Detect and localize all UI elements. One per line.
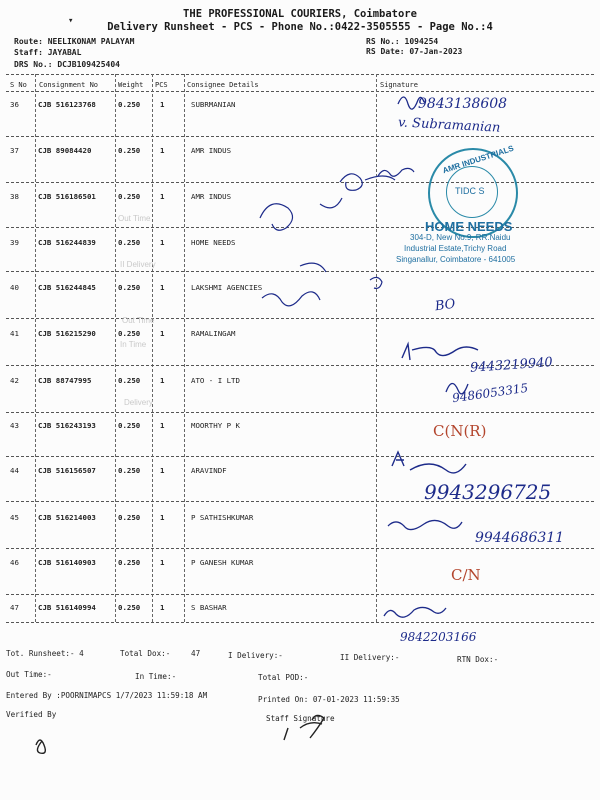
col-weight: Weight xyxy=(118,81,144,89)
handwritten-phone: 9843138608 xyxy=(418,96,508,112)
row-consignment: CJB 516214003 xyxy=(38,513,96,522)
row-sno: 38 xyxy=(10,192,19,201)
row-consignee: S BASHAR xyxy=(191,603,227,612)
col-sno: S No xyxy=(10,81,27,89)
row-sno: 41 xyxy=(10,329,19,338)
col-consignment: Consignment No xyxy=(39,81,99,89)
ii-delivery: II Delivery:- xyxy=(340,653,400,662)
row-weight: 0.250 xyxy=(118,603,141,612)
row-weight: 0.250 xyxy=(118,192,141,201)
row-consignment: CJB 516140994 xyxy=(38,603,96,612)
row-weight: 0.250 xyxy=(118,421,141,430)
stamp-address-line: Singanallur, Coimbatore - 641005 xyxy=(396,255,516,264)
ghost-stamp-text: Out Time xyxy=(122,316,155,325)
col-consignee: Consignee Details xyxy=(187,81,259,89)
handwritten-phone: 9443219940 xyxy=(469,355,554,376)
row-pcs: 1 xyxy=(160,192,165,201)
handwritten-phone: 9486053315 xyxy=(451,380,529,406)
col-pcs: PCS xyxy=(155,81,168,89)
total-dox-label: Total Dox:- xyxy=(120,649,171,658)
row-sno: 45 xyxy=(10,513,19,522)
total-pod: Total POD:- xyxy=(258,673,309,682)
runsheet-subtitle: Delivery Runsheet - PCS - Phone No.:0422-3505555 - Page No.:4 xyxy=(107,21,493,33)
row-consignee: AMR INDUS xyxy=(191,192,232,201)
staff-signature-label: Staff Signature xyxy=(266,714,335,723)
row-consignment: CJB 516243193 xyxy=(38,421,96,430)
row-weight: 0.250 xyxy=(118,558,141,567)
row-sno: 42 xyxy=(10,376,19,385)
row-consignee: LAKSHMI AGENCIES xyxy=(191,283,263,292)
row-pcs: 1 xyxy=(160,376,165,385)
row-consignee: AMR INDUS xyxy=(191,146,232,155)
row-consignment: CJB 516186501 xyxy=(38,192,96,201)
total-runsheet: Tot. Runsheet:- 4 xyxy=(6,649,84,658)
total-dox-value: 47 xyxy=(191,649,201,658)
stamp-address-line: 304-D, New No.9, RR.Naidu xyxy=(410,233,511,242)
row-weight: 0.250 xyxy=(118,146,141,155)
route-label: Route: NEELIKONAM PALAYAM xyxy=(14,37,135,46)
rs-number: RS No.: 1094254 xyxy=(366,37,439,46)
stamp-company-name: HOME NEEDS xyxy=(425,219,513,234)
stamp-address-line: Industrial Estate,Trichy Road xyxy=(404,244,507,253)
row-consignee: SUBRMANIAN xyxy=(191,100,236,109)
handwritten-phone: 9842203166 xyxy=(400,630,477,644)
row-pcs: 1 xyxy=(160,146,165,155)
handwritten-name: v. Subramanian xyxy=(397,115,501,136)
row-sno: 39 xyxy=(10,238,19,247)
row-consignment: CJB 516123768 xyxy=(38,100,96,109)
out-time: Out Time:- xyxy=(6,670,52,679)
row-consignment: CJB 516156507 xyxy=(38,466,96,475)
printed-on: Printed On: 07-01-2023 11:59:35 xyxy=(258,695,400,704)
row-consignment: CJB 516215290 xyxy=(38,329,96,338)
row-weight: 0.250 xyxy=(118,283,141,292)
row-pcs: 1 xyxy=(160,603,165,612)
row-consignment: CJB 516244839 xyxy=(38,238,96,247)
stamp-ring-text: AMR INDUSTRIALS xyxy=(441,143,515,176)
row-pcs: 1 xyxy=(160,100,165,109)
row-consignment: CJB 88747995 xyxy=(38,376,92,385)
row-consignee: P SATHISHKUMAR xyxy=(191,513,254,522)
row-pcs: 1 xyxy=(160,466,165,475)
row-sno: 36 xyxy=(10,100,19,109)
row-weight: 0.250 xyxy=(118,329,141,338)
in-time: In Time:- xyxy=(135,672,177,681)
row-weight: 0.250 xyxy=(118,238,141,247)
row-pcs: 1 xyxy=(160,558,165,567)
row-sno: 46 xyxy=(10,558,19,567)
row-weight: 0.250 xyxy=(118,466,141,475)
row-sno: 44 xyxy=(10,466,19,475)
row-consignee: ATO - I LTD xyxy=(191,376,240,385)
row-consignment: CJB 516244845 xyxy=(38,283,96,292)
row-weight: 0.250 xyxy=(118,100,141,109)
row-sno: 43 xyxy=(10,421,19,430)
rs-date: RS Date: 07-Jan-2023 xyxy=(366,47,463,56)
row-sno: 47 xyxy=(10,603,19,612)
stamp-center-text: TIDC S xyxy=(455,186,485,196)
corner-mark: ▾ xyxy=(68,16,74,26)
row-consignee: HOME NEEDS xyxy=(191,238,236,247)
row-sno: 37 xyxy=(10,146,19,155)
staff-label: Staff: JAYABAL xyxy=(14,48,82,57)
row-pcs: 1 xyxy=(160,329,165,338)
row-pcs: 1 xyxy=(160,421,165,430)
row-consignment: CJB 89084420 xyxy=(38,146,92,155)
entered-by: Entered By :POORNIMAPCS 1/7/2023 11:59:18 AM xyxy=(6,691,208,700)
row-consignment: CJB 516140903 xyxy=(38,558,96,567)
handwritten-mark: BO xyxy=(434,296,457,315)
handwritten-note: C(N(R) xyxy=(433,422,487,440)
rtn-dox: RTN Dox:- xyxy=(457,655,499,664)
i-delivery: I Delivery:- xyxy=(228,651,283,660)
row-pcs: 1 xyxy=(160,513,165,522)
handwritten-phone: 9944686311 xyxy=(475,530,565,546)
row-weight: 0.250 xyxy=(118,376,141,385)
ghost-stamp-text: II Delivery xyxy=(120,260,156,269)
handwritten-note: C/N xyxy=(451,566,481,584)
col-signature: Signature xyxy=(380,81,418,89)
company-title: THE PROFESSIONAL COURIERS, Coimbatore xyxy=(183,8,417,20)
row-consignee: RAMALINGAM xyxy=(191,329,236,338)
handwritten-phone: 9943296725 xyxy=(424,480,552,504)
row-consignee: ARAVINDF xyxy=(191,466,227,475)
ghost-stamp-text: Delivery xyxy=(124,398,153,407)
row-pcs: 1 xyxy=(160,283,165,292)
row-weight: 0.250 xyxy=(118,513,141,522)
row-pcs: 1 xyxy=(160,238,165,247)
verified-by: Verified By xyxy=(6,710,57,719)
row-sno: 40 xyxy=(10,283,19,292)
ghost-stamp-text: Out Time xyxy=(118,214,151,223)
row-consignee: P GANESH KUMAR xyxy=(191,558,254,567)
drs-number: DRS No.: DCJB109425404 xyxy=(14,60,120,69)
ghost-stamp-text: In Time xyxy=(120,340,147,349)
row-consignee: MOORTHY P K xyxy=(191,421,240,430)
